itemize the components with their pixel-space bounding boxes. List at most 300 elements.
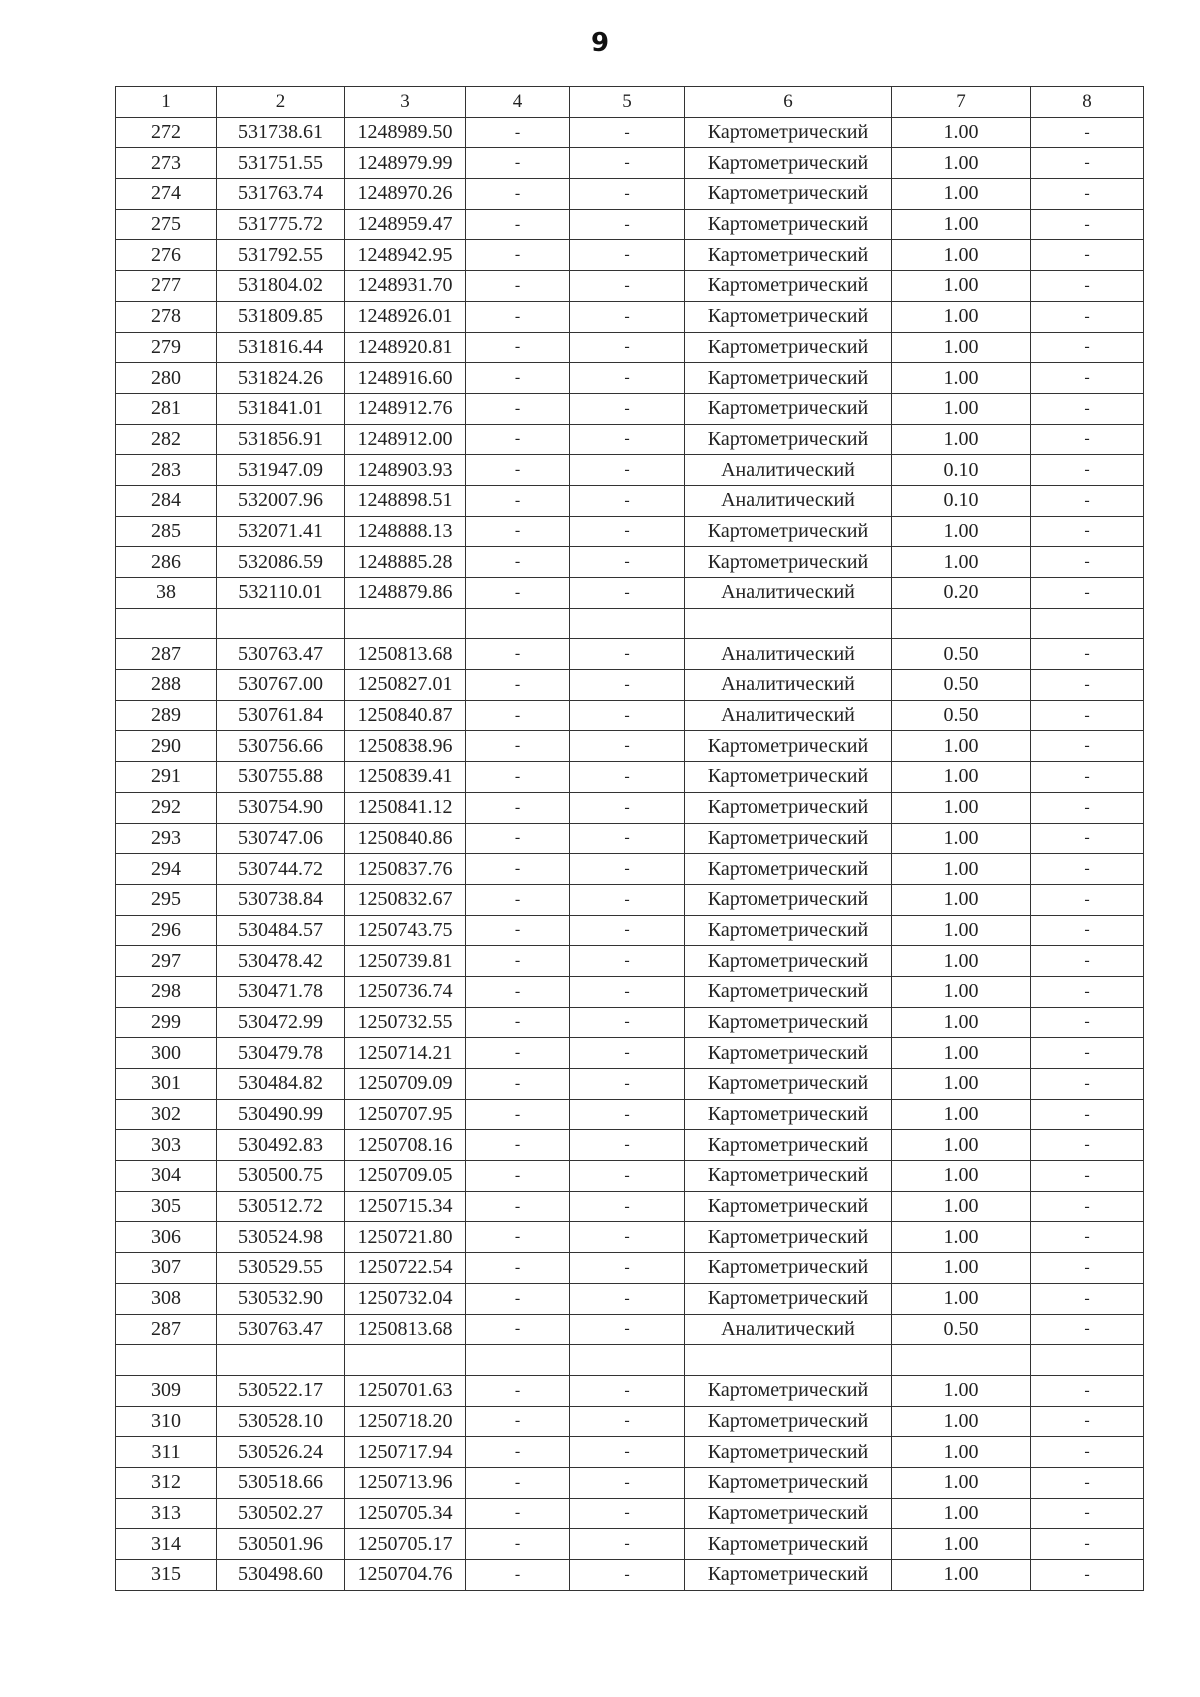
y-coordinate-cell: 1250743.75 xyxy=(345,915,466,946)
x-coordinate-cell: 531738.61 xyxy=(217,117,345,148)
table-row xyxy=(116,608,1144,639)
point-number-cell: 296 xyxy=(116,915,217,946)
x-coordinate-cell: 530500.75 xyxy=(217,1161,345,1192)
method-cell: Картометрический xyxy=(685,393,892,424)
col4-cell: - xyxy=(466,1529,570,1560)
col8-cell: - xyxy=(1031,792,1144,823)
method-cell: Аналитический xyxy=(685,455,892,486)
col4-cell: - xyxy=(466,516,570,547)
table-row xyxy=(116,1038,1144,1069)
y-coordinate-cell: 1248970.26 xyxy=(345,179,466,210)
method-cell: Картометрический xyxy=(685,209,892,240)
point-number-cell: 299 xyxy=(116,1007,217,1038)
accuracy-cell: 1.00 xyxy=(892,424,1031,455)
method-cell: Картометрический xyxy=(685,1007,892,1038)
point-number-cell: 309 xyxy=(116,1375,217,1406)
col4-cell: - xyxy=(466,271,570,302)
col5-cell: - xyxy=(570,547,685,578)
col8-cell: - xyxy=(1031,424,1144,455)
table-row xyxy=(116,148,1144,179)
col5-cell xyxy=(570,608,685,639)
col4-cell: - xyxy=(466,1283,570,1314)
accuracy-cell xyxy=(892,1345,1031,1376)
x-coordinate-cell: 530763.47 xyxy=(217,1314,345,1345)
table-row xyxy=(116,1314,1144,1345)
accuracy-cell: 0.50 xyxy=(892,670,1031,701)
table-row xyxy=(116,946,1144,977)
method-cell xyxy=(685,608,892,639)
column-header: 1 xyxy=(116,87,217,118)
accuracy-cell: 1.00 xyxy=(892,1529,1031,1560)
accuracy-cell: 1.00 xyxy=(892,1283,1031,1314)
col4-cell: - xyxy=(466,639,570,670)
y-coordinate-cell: 1250718.20 xyxy=(345,1406,466,1437)
point-number-cell: 308 xyxy=(116,1283,217,1314)
point-number-cell: 298 xyxy=(116,976,217,1007)
col5-cell: - xyxy=(570,1283,685,1314)
point-number-cell: 273 xyxy=(116,148,217,179)
x-coordinate-cell: 530524.98 xyxy=(217,1222,345,1253)
col8-cell: - xyxy=(1031,117,1144,148)
col8-cell xyxy=(1031,1345,1144,1376)
col5-cell: - xyxy=(570,700,685,731)
method-cell: Аналитический xyxy=(685,670,892,701)
accuracy-cell: 0.20 xyxy=(892,578,1031,609)
x-coordinate-cell: 530526.24 xyxy=(217,1437,345,1468)
y-coordinate-cell: 1250838.96 xyxy=(345,731,466,762)
point-number-cell xyxy=(116,1345,217,1376)
x-coordinate-cell: 530761.84 xyxy=(217,700,345,731)
col4-cell: - xyxy=(466,179,570,210)
col5-cell: - xyxy=(570,1222,685,1253)
point-number-cell: 38 xyxy=(116,578,217,609)
col5-cell: - xyxy=(570,1099,685,1130)
col5-cell: - xyxy=(570,1498,685,1529)
col8-cell: - xyxy=(1031,1099,1144,1130)
column-header: 6 xyxy=(685,87,892,118)
accuracy-cell: 1.00 xyxy=(892,363,1031,394)
col4-cell: - xyxy=(466,915,570,946)
table-row xyxy=(116,1191,1144,1222)
col5-cell: - xyxy=(570,485,685,516)
table-row xyxy=(116,332,1144,363)
col5-cell: - xyxy=(570,884,685,915)
col4-cell: - xyxy=(466,363,570,394)
point-number-cell: 291 xyxy=(116,762,217,793)
y-coordinate-cell: 1248989.50 xyxy=(345,117,466,148)
table-row xyxy=(116,117,1144,148)
method-cell: Картометрический xyxy=(685,1498,892,1529)
accuracy-cell: 1.00 xyxy=(892,1406,1031,1437)
accuracy-cell: 1.00 xyxy=(892,946,1031,977)
method-cell: Картометрический xyxy=(685,332,892,363)
col4-cell: - xyxy=(466,1253,570,1284)
point-number-cell: 277 xyxy=(116,271,217,302)
x-coordinate-cell: 531947.09 xyxy=(217,455,345,486)
point-number-cell: 312 xyxy=(116,1467,217,1498)
col4-cell: - xyxy=(466,578,570,609)
col5-cell: - xyxy=(570,1529,685,1560)
y-coordinate-cell: 1248959.47 xyxy=(345,209,466,240)
method-cell: Аналитический xyxy=(685,1314,892,1345)
col5-cell: - xyxy=(570,332,685,363)
method-cell: Картометрический xyxy=(685,1560,892,1591)
col4-cell: - xyxy=(466,946,570,977)
x-coordinate-cell: 530478.42 xyxy=(217,946,345,977)
table-row xyxy=(116,1529,1144,1560)
point-number-cell: 307 xyxy=(116,1253,217,1284)
accuracy-cell: 0.50 xyxy=(892,1314,1031,1345)
accuracy-cell: 0.50 xyxy=(892,700,1031,731)
col5-cell xyxy=(570,1345,685,1376)
y-coordinate-cell: 1250840.86 xyxy=(345,823,466,854)
y-coordinate-cell: 1248920.81 xyxy=(345,332,466,363)
method-cell: Аналитический xyxy=(685,578,892,609)
y-coordinate-cell: 1250827.01 xyxy=(345,670,466,701)
y-coordinate-cell: 1250701.63 xyxy=(345,1375,466,1406)
table-row xyxy=(116,700,1144,731)
table-row xyxy=(116,823,1144,854)
page-number: 9 xyxy=(590,28,610,58)
col5-cell: - xyxy=(570,915,685,946)
col5-cell: - xyxy=(570,1038,685,1069)
point-number-cell xyxy=(116,608,217,639)
accuracy-cell: 1.00 xyxy=(892,1038,1031,1069)
accuracy-cell: 1.00 xyxy=(892,792,1031,823)
x-coordinate-cell: 530522.17 xyxy=(217,1375,345,1406)
x-coordinate-cell: 530472.99 xyxy=(217,1007,345,1038)
method-cell: Картометрический xyxy=(685,271,892,302)
y-coordinate-cell: 1248931.70 xyxy=(345,271,466,302)
col5-cell: - xyxy=(570,1191,685,1222)
point-number-cell: 301 xyxy=(116,1069,217,1100)
col5-cell: - xyxy=(570,1007,685,1038)
col8-cell: - xyxy=(1031,976,1144,1007)
col4-cell: - xyxy=(466,393,570,424)
y-coordinate-cell: 1248888.13 xyxy=(345,516,466,547)
table-row xyxy=(116,1007,1144,1038)
method-cell: Картометрический xyxy=(685,547,892,578)
col5-cell: - xyxy=(570,1253,685,1284)
col5-cell: - xyxy=(570,301,685,332)
col5-cell: - xyxy=(570,731,685,762)
accuracy-cell: 1.00 xyxy=(892,1467,1031,1498)
point-number-cell: 290 xyxy=(116,731,217,762)
y-coordinate-cell: 1250705.34 xyxy=(345,1498,466,1529)
method-cell: Картометрический xyxy=(685,179,892,210)
col4-cell: - xyxy=(466,1437,570,1468)
point-number-cell: 286 xyxy=(116,547,217,578)
accuracy-cell: 1.00 xyxy=(892,332,1031,363)
method-cell: Картометрический xyxy=(685,915,892,946)
col4-cell: - xyxy=(466,1099,570,1130)
y-coordinate-cell: 1250721.80 xyxy=(345,1222,466,1253)
x-coordinate-cell: 531763.74 xyxy=(217,179,345,210)
y-coordinate-cell: 1248916.60 xyxy=(345,363,466,394)
x-coordinate-cell: 532086.59 xyxy=(217,547,345,578)
table-row xyxy=(116,424,1144,455)
x-coordinate-cell: 531816.44 xyxy=(217,332,345,363)
table-row xyxy=(116,1283,1144,1314)
method-cell: Картометрический xyxy=(685,301,892,332)
method-cell: Картометрический xyxy=(685,240,892,271)
table-row xyxy=(116,485,1144,516)
y-coordinate-cell: 1250704.76 xyxy=(345,1560,466,1591)
col4-cell: - xyxy=(466,1375,570,1406)
col4-cell: - xyxy=(466,1038,570,1069)
accuracy-cell: 1.00 xyxy=(892,1130,1031,1161)
point-number-cell: 282 xyxy=(116,424,217,455)
x-coordinate-cell: 530479.78 xyxy=(217,1038,345,1069)
col4-cell: - xyxy=(466,670,570,701)
x-coordinate-cell: 532007.96 xyxy=(217,485,345,516)
table-row xyxy=(116,884,1144,915)
col5-cell: - xyxy=(570,393,685,424)
table-row xyxy=(116,1406,1144,1437)
point-number-cell: 279 xyxy=(116,332,217,363)
table-row xyxy=(116,1437,1144,1468)
col5-cell: - xyxy=(570,516,685,547)
y-coordinate-cell: 1248979.99 xyxy=(345,148,466,179)
point-number-cell: 303 xyxy=(116,1130,217,1161)
table-row xyxy=(116,976,1144,1007)
col8-cell: - xyxy=(1031,1283,1144,1314)
col8-cell: - xyxy=(1031,578,1144,609)
x-coordinate-cell: 531804.02 xyxy=(217,271,345,302)
x-coordinate-cell: 530512.72 xyxy=(217,1191,345,1222)
col4-cell: - xyxy=(466,455,570,486)
table-row xyxy=(116,731,1144,762)
point-number-cell: 302 xyxy=(116,1099,217,1130)
col8-cell: - xyxy=(1031,301,1144,332)
table-row xyxy=(116,762,1144,793)
column-header: 8 xyxy=(1031,87,1144,118)
accuracy-cell: 1.00 xyxy=(892,1099,1031,1130)
point-number-cell: 314 xyxy=(116,1529,217,1560)
y-coordinate-cell: 1250839.41 xyxy=(345,762,466,793)
method-cell: Картометрический xyxy=(685,731,892,762)
col8-cell: - xyxy=(1031,1375,1144,1406)
x-coordinate-cell: 531841.01 xyxy=(217,393,345,424)
point-number-cell: 281 xyxy=(116,393,217,424)
table-row xyxy=(116,1222,1144,1253)
col8-cell: - xyxy=(1031,1437,1144,1468)
col4-cell: - xyxy=(466,1467,570,1498)
col5-cell: - xyxy=(570,179,685,210)
x-coordinate-cell: 531751.55 xyxy=(217,148,345,179)
point-number-cell: 305 xyxy=(116,1191,217,1222)
col8-cell: - xyxy=(1031,1560,1144,1591)
y-coordinate-cell: 1250813.68 xyxy=(345,639,466,670)
col4-cell: - xyxy=(466,1069,570,1100)
col8-cell: - xyxy=(1031,1130,1144,1161)
col5-cell: - xyxy=(570,1467,685,1498)
col8-cell: - xyxy=(1031,731,1144,762)
accuracy-cell: 1.00 xyxy=(892,117,1031,148)
x-coordinate-cell: 530532.90 xyxy=(217,1283,345,1314)
table-row xyxy=(116,1498,1144,1529)
col4-cell: - xyxy=(466,1406,570,1437)
method-cell: Картометрический xyxy=(685,1130,892,1161)
method-cell: Картометрический xyxy=(685,117,892,148)
method-cell: Картометрический xyxy=(685,363,892,394)
col8-cell: - xyxy=(1031,455,1144,486)
col4-cell: - xyxy=(466,1191,570,1222)
x-coordinate-cell: 531809.85 xyxy=(217,301,345,332)
method-cell xyxy=(685,1345,892,1376)
col8-cell: - xyxy=(1031,639,1144,670)
method-cell: Картометрический xyxy=(685,516,892,547)
col4-cell: - xyxy=(466,209,570,240)
method-cell: Картометрический xyxy=(685,762,892,793)
table-row xyxy=(116,854,1144,885)
col5-cell: - xyxy=(570,578,685,609)
point-number-cell: 294 xyxy=(116,854,217,885)
x-coordinate-cell: 530498.60 xyxy=(217,1560,345,1591)
col4-cell: - xyxy=(466,1007,570,1038)
point-number-cell: 274 xyxy=(116,179,217,210)
x-coordinate-cell: 530763.47 xyxy=(217,639,345,670)
col5-cell: - xyxy=(570,1406,685,1437)
x-coordinate-cell xyxy=(217,608,345,639)
table-row xyxy=(116,1161,1144,1192)
x-coordinate-cell: 530518.66 xyxy=(217,1467,345,1498)
x-coordinate-cell: 530756.66 xyxy=(217,731,345,762)
col8-cell: - xyxy=(1031,393,1144,424)
point-number-cell: 297 xyxy=(116,946,217,977)
point-number-cell: 304 xyxy=(116,1161,217,1192)
accuracy-cell: 1.00 xyxy=(892,1253,1031,1284)
col4-cell xyxy=(466,608,570,639)
method-cell: Картометрический xyxy=(685,1222,892,1253)
accuracy-cell: 1.00 xyxy=(892,1498,1031,1529)
col8-cell: - xyxy=(1031,179,1144,210)
table-row xyxy=(116,1345,1144,1376)
col8-cell: - xyxy=(1031,148,1144,179)
col5-cell: - xyxy=(570,762,685,793)
y-coordinate-cell: 1250722.54 xyxy=(345,1253,466,1284)
accuracy-cell: 0.10 xyxy=(892,455,1031,486)
table-body xyxy=(116,117,1144,1590)
col8-cell: - xyxy=(1031,240,1144,271)
col5-cell: - xyxy=(570,1560,685,1591)
col4-cell: - xyxy=(466,148,570,179)
col5-cell: - xyxy=(570,792,685,823)
x-coordinate-cell xyxy=(217,1345,345,1376)
col8-cell: - xyxy=(1031,823,1144,854)
point-number-cell: 276 xyxy=(116,240,217,271)
method-cell: Картометрический xyxy=(685,424,892,455)
table-row xyxy=(116,1069,1144,1100)
accuracy-cell: 1.00 xyxy=(892,1560,1031,1591)
method-cell: Картометрический xyxy=(685,823,892,854)
method-cell: Картометрический xyxy=(685,1529,892,1560)
col8-cell: - xyxy=(1031,1161,1144,1192)
column-header: 4 xyxy=(466,87,570,118)
y-coordinate-cell: 1250739.81 xyxy=(345,946,466,977)
accuracy-cell: 1.00 xyxy=(892,393,1031,424)
col5-cell: - xyxy=(570,455,685,486)
col8-cell: - xyxy=(1031,1069,1144,1100)
accuracy-cell: 1.00 xyxy=(892,1069,1031,1100)
accuracy-cell: 1.00 xyxy=(892,1437,1031,1468)
table-row xyxy=(116,240,1144,271)
col8-cell: - xyxy=(1031,1498,1144,1529)
col4-cell: - xyxy=(466,1161,570,1192)
col5-cell: - xyxy=(570,1130,685,1161)
col4-cell: - xyxy=(466,762,570,793)
col4-cell: - xyxy=(466,332,570,363)
point-number-cell: 310 xyxy=(116,1406,217,1437)
y-coordinate-cell: 1250837.76 xyxy=(345,854,466,885)
table-row xyxy=(116,1375,1144,1406)
x-coordinate-cell: 530747.06 xyxy=(217,823,345,854)
method-cell: Картометрический xyxy=(685,1437,892,1468)
point-number-cell: 311 xyxy=(116,1437,217,1468)
accuracy-cell: 1.00 xyxy=(892,731,1031,762)
y-coordinate-cell: 1248926.01 xyxy=(345,301,466,332)
col5-cell: - xyxy=(570,1437,685,1468)
method-cell: Аналитический xyxy=(685,700,892,731)
y-coordinate-cell: 1250714.21 xyxy=(345,1038,466,1069)
method-cell: Картометрический xyxy=(685,1467,892,1498)
col8-cell: - xyxy=(1031,762,1144,793)
x-coordinate-cell: 531856.91 xyxy=(217,424,345,455)
method-cell: Картометрический xyxy=(685,792,892,823)
accuracy-cell: 1.00 xyxy=(892,1375,1031,1406)
col8-cell: - xyxy=(1031,1529,1144,1560)
point-number-cell: 283 xyxy=(116,455,217,486)
col8-cell: - xyxy=(1031,547,1144,578)
y-coordinate-cell: 1250705.17 xyxy=(345,1529,466,1560)
point-number-cell: 306 xyxy=(116,1222,217,1253)
table-row xyxy=(116,516,1144,547)
accuracy-cell: 1.00 xyxy=(892,240,1031,271)
point-number-cell: 275 xyxy=(116,209,217,240)
table-row xyxy=(116,271,1144,302)
x-coordinate-cell: 532071.41 xyxy=(217,516,345,547)
accuracy-cell: 1.00 xyxy=(892,1191,1031,1222)
accuracy-cell xyxy=(892,608,1031,639)
header-row xyxy=(116,87,1144,118)
col8-cell: - xyxy=(1031,332,1144,363)
method-cell: Картометрический xyxy=(685,148,892,179)
x-coordinate-cell: 531775.72 xyxy=(217,209,345,240)
accuracy-cell: 0.50 xyxy=(892,639,1031,670)
col4-cell: - xyxy=(466,424,570,455)
col4-cell: - xyxy=(466,976,570,1007)
accuracy-cell: 1.00 xyxy=(892,516,1031,547)
column-header: 3 xyxy=(345,87,466,118)
col8-cell: - xyxy=(1031,1253,1144,1284)
point-number-cell: 300 xyxy=(116,1038,217,1069)
table-row xyxy=(116,1130,1144,1161)
col8-cell: - xyxy=(1031,485,1144,516)
col8-cell: - xyxy=(1031,1314,1144,1345)
col4-cell: - xyxy=(466,301,570,332)
table-row xyxy=(116,792,1144,823)
method-cell: Картометрический xyxy=(685,1406,892,1437)
x-coordinate-cell: 530484.57 xyxy=(217,915,345,946)
y-coordinate-cell: 1248898.51 xyxy=(345,485,466,516)
y-coordinate-cell: 1250732.55 xyxy=(345,1007,466,1038)
col8-cell xyxy=(1031,608,1144,639)
point-number-cell: 287 xyxy=(116,639,217,670)
point-number-cell: 315 xyxy=(116,1560,217,1591)
col4-cell: - xyxy=(466,884,570,915)
y-coordinate-cell: 1250813.68 xyxy=(345,1314,466,1345)
y-coordinate-cell xyxy=(345,1345,466,1376)
